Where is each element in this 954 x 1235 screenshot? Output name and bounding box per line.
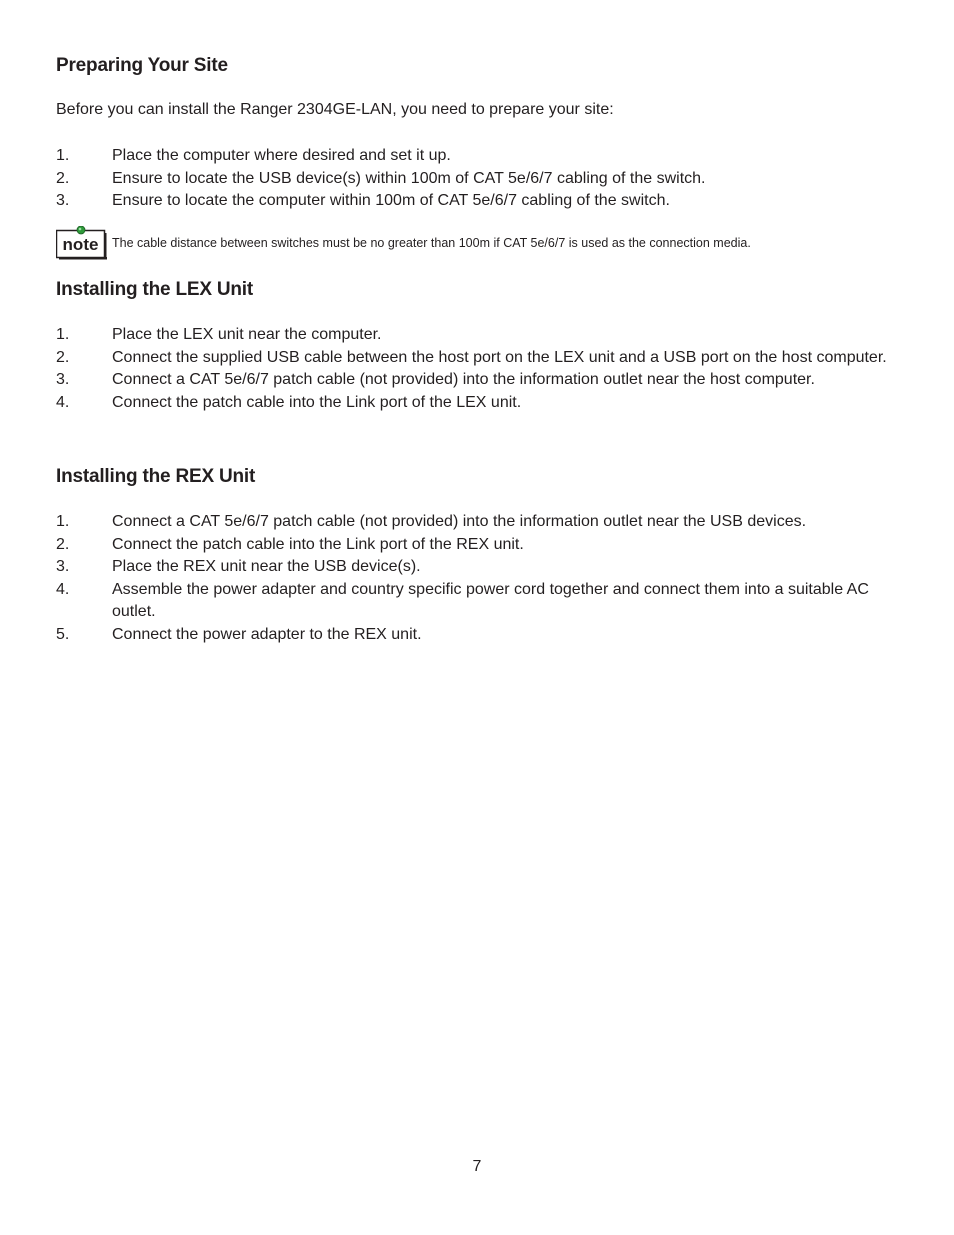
step-number: 4. [56, 580, 70, 598]
step-number: 3. [56, 192, 70, 209]
note-text: The cable distance between switches must be no greater than 100m if CAT 5e/6/7 is used as the connection media. [112, 236, 751, 250]
step-text: Place the REX unit near the USB device(s). [112, 558, 421, 575]
step-text: Place the LEX unit near the computer. [112, 326, 382, 343]
list-item [56, 347, 916, 370]
step-text: Ensure to locate the computer within 100m of CAT 5e/6/7 cabling of the switch. [112, 192, 670, 209]
section-title-preparing: Preparing Your Site [56, 55, 228, 76]
note-callout [56, 226, 916, 260]
step-number: 2. [56, 169, 70, 187]
step-text: Connect the patch cable into the Link port of the REX unit. [112, 535, 524, 553]
step-number: 1. [56, 147, 70, 164]
step-number: 3. [56, 558, 70, 575]
step-text: Connect a CAT 5e/6/7 patch cable (not provided) into the information outlet near the USB devices. [112, 513, 807, 530]
note-badge-label: note [62, 235, 99, 254]
rex-steps [56, 511, 916, 646]
step-text: Connect the supplied USB cable between the host port on the LEX unit and a USB port on the host computer. [112, 348, 887, 366]
step-text: Place the computer where desired and set it up. [112, 147, 451, 164]
list-item [56, 190, 916, 213]
step-number: 3. [56, 371, 70, 388]
step-text: Connect the patch cable into the Link port of the LEX unit. [112, 393, 522, 411]
preparing-steps [56, 145, 916, 213]
section-title-rex: Installing the REX Unit [56, 466, 256, 487]
preparing-intro: Before you can install the Ranger 2304GE-LAN, you need to prepare your site: [56, 101, 614, 118]
step-number: 1. [56, 513, 70, 530]
step-number: 2. [56, 348, 70, 366]
step-text: Assemble the power adapter and country specific power cord together and connect them into a suitable AC outlet. [112, 580, 869, 620]
step-text: Connect the power adapter to the REX unit. [112, 625, 422, 643]
list-item [56, 511, 916, 534]
step-number: 5. [56, 625, 70, 643]
page-number: 7 [472, 1158, 482, 1175]
step-text: Connect a CAT 5e/6/7 patch cable (not provided) into the information outlet near the host computer. [112, 371, 815, 388]
section-title-lex: Installing the LEX Unit [56, 279, 254, 300]
list-item [56, 168, 916, 191]
list-item [56, 579, 916, 624]
lex-steps [56, 324, 916, 414]
list-item [56, 624, 916, 647]
list-item [56, 369, 916, 392]
step-text: Ensure to locate the USB device(s) within 100m of CAT 5e/6/7 cabling of the switch. [112, 169, 706, 187]
list-item [56, 534, 916, 557]
note-icon [56, 226, 110, 260]
list-item [56, 392, 916, 415]
step-number: 2. [56, 535, 70, 553]
list-item [56, 145, 916, 168]
step-number: 4. [56, 393, 70, 411]
step-number: 1. [56, 326, 70, 343]
list-item [56, 324, 916, 347]
list-item [56, 556, 916, 579]
